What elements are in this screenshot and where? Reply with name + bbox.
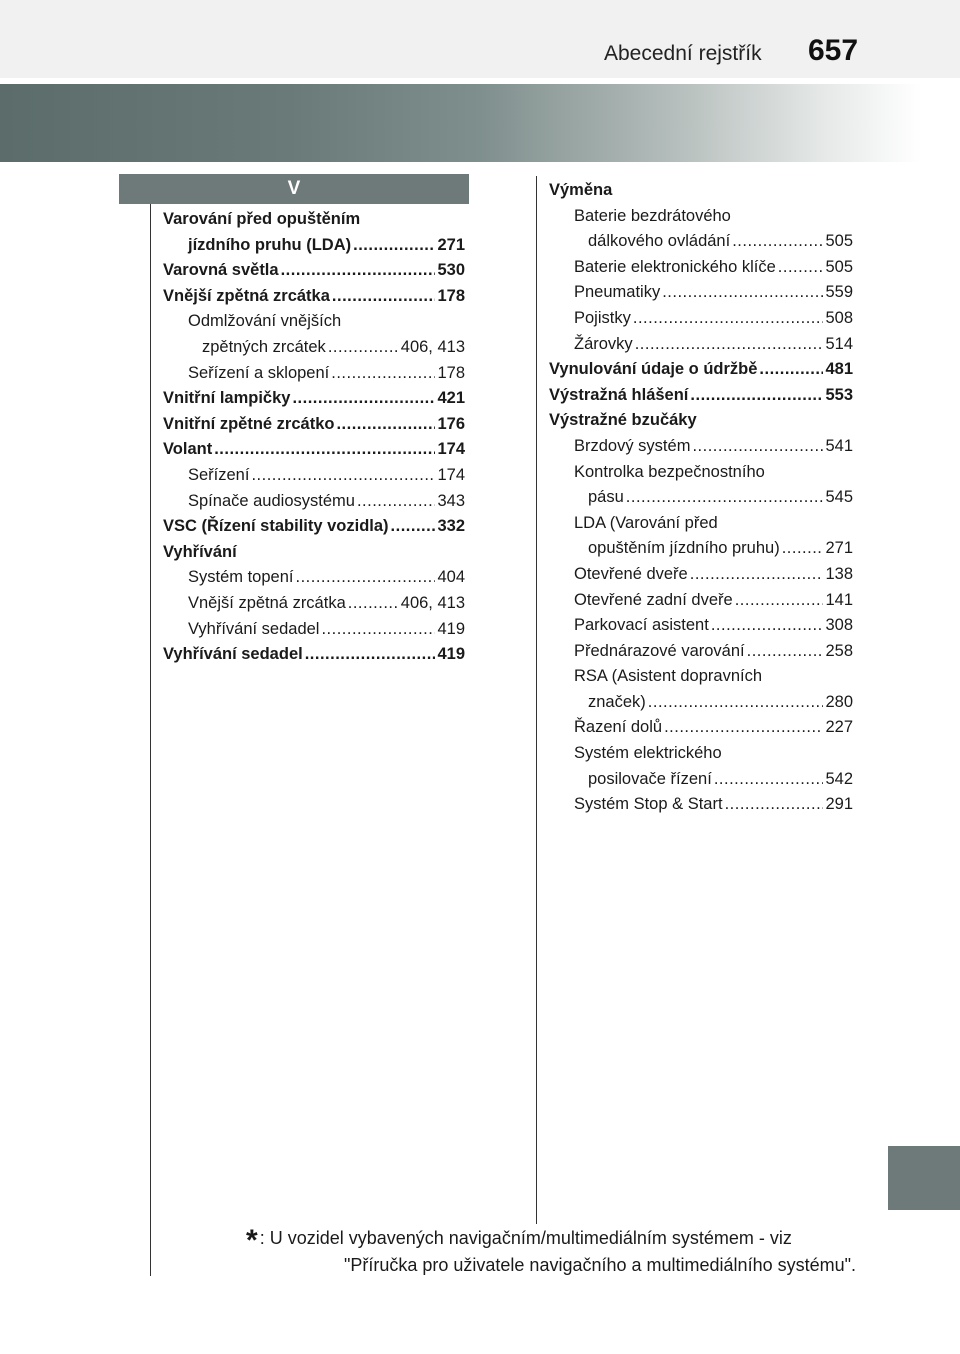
index-entry-page: 559 [825, 283, 853, 302]
index-entry-text: Varovná světla [163, 261, 279, 280]
leader-dots [747, 639, 824, 665]
index-entry [163, 412, 465, 438]
index-entry [163, 642, 465, 668]
index-entry [549, 408, 853, 434]
index-entry [549, 204, 853, 230]
index-entry-text: Spínače audiosystému [188, 491, 355, 510]
index-entry-text: Výstražná hlášení [549, 385, 689, 404]
index-entry [163, 514, 465, 540]
index-entry [549, 511, 853, 537]
index-entry-text: Baterie bezdrátového [574, 206, 731, 225]
index-entry [549, 562, 853, 588]
leader-dots [759, 357, 823, 383]
index-entry-text: Kontrolka bezpečnostního [574, 462, 765, 481]
index-entry-page: 227 [825, 718, 853, 737]
index-entry-text: Řazení dolů [574, 718, 663, 737]
index-entry [549, 178, 853, 204]
index-entry-text: Vyhřívání [163, 542, 237, 561]
index-entry-page: 481 [825, 360, 853, 379]
leader-dots [626, 485, 824, 511]
index-entry-text: VSC (Řízení stability vozidla) [163, 517, 389, 536]
index-entry-page: 406, 413 [400, 593, 465, 612]
index-entry-page: 514 [825, 334, 853, 353]
index-entry-text: Přednárazové varování [574, 641, 745, 660]
footnote-marker: * [246, 1224, 258, 1257]
leader-dots [692, 434, 823, 460]
index-entry-page: 419 [437, 619, 465, 638]
index-entry-page: 421 [437, 389, 465, 408]
leader-dots [782, 536, 824, 562]
index-column-right [549, 178, 853, 818]
leader-dots [281, 258, 436, 284]
index-entry [549, 639, 853, 665]
chapter-side-tab [888, 1146, 960, 1210]
index-entry-page: 308 [825, 616, 853, 635]
index-entry [549, 741, 853, 767]
index-entry-text: Výstražné bzučáky [549, 411, 697, 430]
index-entry-page: 545 [825, 488, 853, 507]
index-entry-page: 174 [437, 440, 465, 459]
leader-dots [353, 233, 435, 259]
index-entry [163, 386, 465, 412]
index-entry-page: 138 [825, 564, 853, 583]
footnote [246, 1226, 856, 1277]
index-entry-page: 174 [437, 465, 465, 484]
leader-dots [662, 280, 823, 306]
index-entry-page: 404 [437, 568, 465, 587]
index-entry-text: Systém topení [188, 568, 294, 587]
leader-dots [714, 767, 824, 793]
leader-dots [391, 514, 436, 540]
page-number: 657 [808, 34, 859, 67]
index-entry-page: 508 [825, 308, 853, 327]
index-entry-page: 178 [437, 286, 465, 305]
index-entry-text: zpětných zrcátek [202, 337, 326, 356]
index-entry [549, 383, 853, 409]
leader-dots [633, 306, 824, 332]
index-entry [549, 767, 853, 793]
index-entry-text: Výměna [549, 181, 613, 199]
index-entry-page: 178 [437, 363, 465, 382]
index-entry-text: posilovače řízení [588, 769, 712, 788]
footnote-line-1: : U vozidel vybavených navigačním/multimediálním systémem - viz [259, 1228, 792, 1248]
index-entry-text: Vnější zpětná zrcátka [188, 593, 346, 612]
index-entry-text: Vyhřívání sedadel [188, 619, 320, 638]
index-entry-page: 406, 413 [400, 337, 465, 356]
index-entry-text: Otevřené dveře [574, 564, 688, 583]
leader-dots [321, 617, 435, 643]
index-entry-text: Pneumatiky [574, 283, 661, 302]
index-entry-page: 271 [825, 539, 853, 558]
index-entry [549, 792, 853, 818]
leader-dots [778, 255, 824, 281]
leader-dots [251, 463, 435, 489]
index-entry-text: Parkovací asistent [574, 616, 709, 635]
index-entry [549, 536, 853, 562]
index-entry [163, 591, 465, 617]
index-entry-text: Seřízení a sklopení [188, 363, 330, 382]
leader-dots [328, 335, 399, 361]
index-entry-page: 419 [437, 645, 465, 664]
leader-dots [735, 588, 824, 614]
index-entry-page: 258 [825, 641, 853, 660]
index-entry-text: Vnitřní lampičky [163, 389, 291, 408]
center-column-divider [536, 176, 537, 1224]
index-entry-text: Varování před opuštěním [163, 210, 361, 228]
index-entry-text: jízdního pruhu (LDA) [188, 235, 352, 254]
index-entry-text: Odmlžování vnějších [188, 312, 342, 331]
index-entry [163, 361, 465, 387]
index-entry [163, 437, 465, 463]
leader-dots [305, 642, 436, 668]
index-entry-page: 280 [825, 692, 853, 711]
index-entry-page: 505 [825, 257, 853, 276]
index-entry [163, 540, 465, 566]
index-entry-page: 530 [437, 261, 465, 280]
index-entry [549, 460, 853, 486]
index-entry [549, 664, 853, 690]
footnote-line-2: "Příručka pro uživatele navigačního a multimediálního systému". [343, 1255, 856, 1275]
index-entry [163, 335, 465, 361]
leader-dots [214, 437, 435, 463]
leader-dots [690, 383, 823, 409]
leader-dots [336, 412, 435, 438]
index-entry-text: Pojistky [574, 308, 631, 327]
index-column-left [163, 207, 465, 668]
index-entry-page: 271 [437, 235, 465, 254]
index-entry [549, 332, 853, 358]
index-entry-text: opuštěním jízdního pruhu) [588, 539, 780, 558]
index-entry [163, 258, 465, 284]
index-entry [163, 233, 465, 259]
index-entry [163, 463, 465, 489]
index-entry-page: 553 [825, 385, 853, 404]
index-entry-text: Systém Stop & Start [574, 795, 723, 814]
index-entry-page: 141 [825, 590, 853, 609]
index-entry-text: Vnější zpětná zrcátka [163, 286, 330, 305]
leader-dots [725, 792, 824, 818]
index-entry-text: Brzdový systém [574, 436, 691, 455]
index-entry [549, 434, 853, 460]
index-entry [549, 715, 853, 741]
index-entry [163, 309, 465, 335]
header-band [0, 84, 960, 162]
index-entry-text: Baterie elektronického klíče [574, 257, 776, 276]
leader-dots [690, 562, 824, 588]
leader-dots [292, 386, 435, 412]
index-entry [549, 690, 853, 716]
index-entry-text: Žárovky [574, 334, 633, 353]
index-entry [549, 485, 853, 511]
index-entry [163, 617, 465, 643]
index-entry-text: RSA (Asistent dopravních [574, 667, 763, 686]
index-entry [549, 255, 853, 281]
left-column-divider [150, 204, 151, 1276]
leader-dots [711, 613, 824, 639]
index-entry [163, 565, 465, 591]
index-entry-text: LDA (Varování před [574, 513, 718, 532]
index-entry-page: 343 [437, 491, 465, 510]
index-entry-text: Otevřené zadní dveře [574, 590, 733, 609]
leader-dots [331, 361, 435, 387]
index-entry [163, 207, 465, 233]
leader-dots [635, 332, 824, 358]
index-entry [549, 588, 853, 614]
index-entry-page: 505 [825, 232, 853, 251]
index-entry [549, 229, 853, 255]
index-entry-text: značek) [588, 692, 646, 711]
index-entry [163, 284, 465, 310]
index-entry [549, 280, 853, 306]
leader-dots [332, 284, 436, 310]
leader-dots [732, 229, 823, 255]
index-entry-page: 542 [825, 769, 853, 788]
index-entry-page: 176 [437, 414, 465, 433]
index-entry-text: Seřízení [188, 465, 250, 484]
leader-dots [295, 565, 435, 591]
leader-dots [357, 489, 436, 515]
leader-dots [664, 715, 823, 741]
index-entry-page: 291 [825, 795, 853, 814]
index-entry-text: dálkového ovládání [588, 232, 731, 251]
index-entry [163, 489, 465, 515]
index-entry-text: Vynulování údaje o údržbě [549, 360, 758, 379]
section-letter-header: V [119, 174, 469, 204]
leader-dots [648, 690, 824, 716]
leader-dots [348, 591, 399, 617]
index-entry-text: Vnitřní zpětné zrcátko [163, 414, 335, 433]
index-entry [549, 613, 853, 639]
index-entry-text: Volant [163, 440, 213, 459]
index-entry-text: Systém elektrického [574, 744, 722, 763]
header-title: Abecední rejstřík [604, 42, 762, 65]
index-entry-text: Vyhřívání sedadel [163, 645, 303, 664]
index-entry-page: 541 [825, 436, 853, 455]
index-entry-text: pásu [588, 488, 624, 507]
index-entry [549, 357, 853, 383]
index-entry [549, 306, 853, 332]
index-entry-page: 332 [437, 517, 465, 536]
